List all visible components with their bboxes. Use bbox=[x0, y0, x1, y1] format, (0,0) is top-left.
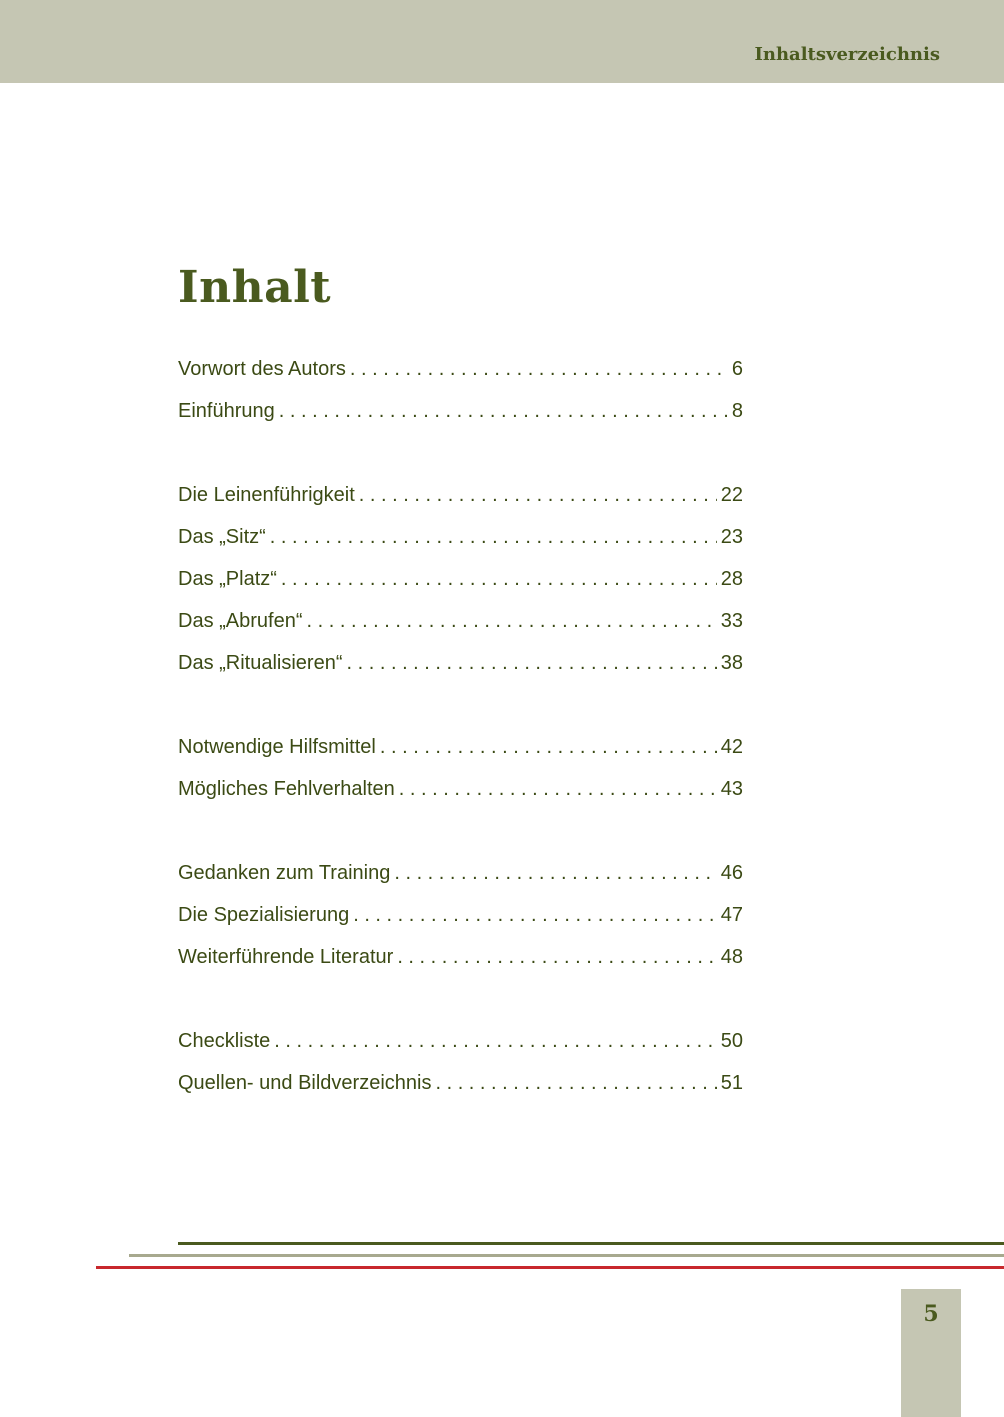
section-gap bbox=[178, 686, 743, 728]
toc-label: Mögliches Fehlverhalten bbox=[178, 778, 395, 800]
toc-label: Weiterführende Literatur bbox=[178, 946, 394, 968]
toc-entry-spezialisierung[interactable] bbox=[178, 896, 743, 938]
toc-entry-literatur[interactable] bbox=[178, 938, 743, 980]
toc-label: Die Leinenführigkeit bbox=[178, 484, 355, 506]
toc-page-number: 51 bbox=[720, 1072, 743, 1094]
page-number-tab bbox=[901, 1289, 961, 1417]
toc-entry-abrufen[interactable] bbox=[178, 602, 743, 644]
toc-page-number: 46 bbox=[720, 862, 743, 884]
toc-label: Notwendige Hilfsmittel bbox=[178, 736, 376, 758]
dot-leader bbox=[435, 1064, 716, 1102]
dot-leader bbox=[270, 518, 717, 556]
section-gap bbox=[178, 434, 743, 476]
toc-label: Das „Sitz“ bbox=[178, 526, 266, 548]
toc-label: Gedanken zum Training bbox=[178, 862, 391, 884]
toc-label: Das „Abrufen“ bbox=[178, 610, 303, 632]
toc-label: Checkliste bbox=[178, 1030, 271, 1052]
toc-entry-platz[interactable] bbox=[178, 560, 743, 602]
header-band bbox=[0, 0, 1004, 83]
toc-page-number: 42 bbox=[720, 736, 743, 758]
toc-page-number: 50 bbox=[720, 1030, 743, 1052]
toc-page-number: 8 bbox=[731, 400, 743, 422]
toc-entry-checkliste[interactable] bbox=[178, 1022, 743, 1064]
page-title: Inhalt bbox=[178, 262, 332, 313]
toc-page-number: 48 bbox=[720, 946, 743, 968]
toc-label: Quellen- und Bildverzeichnis bbox=[178, 1072, 432, 1094]
toc-entry-ritualisieren[interactable] bbox=[178, 644, 743, 686]
dot-leader bbox=[394, 854, 716, 892]
dot-leader bbox=[347, 644, 717, 682]
toc-page-number: 28 bbox=[720, 568, 743, 590]
footer-rule-red bbox=[96, 1266, 1004, 1269]
toc-page-number: 6 bbox=[731, 358, 743, 380]
toc-label: Das „Platz“ bbox=[178, 568, 277, 590]
dot-leader bbox=[359, 476, 717, 514]
table-of-contents bbox=[178, 350, 743, 1106]
toc-label: Vorwort des Autors bbox=[178, 358, 346, 380]
toc-entry-sitz[interactable] bbox=[178, 518, 743, 560]
section-gap bbox=[178, 812, 743, 854]
toc-label: Das „Ritualisieren“ bbox=[178, 652, 343, 674]
dot-leader bbox=[399, 770, 717, 808]
toc-page-number: 47 bbox=[720, 904, 743, 926]
toc-entry-quellen[interactable] bbox=[178, 1064, 743, 1106]
section-gap bbox=[178, 980, 743, 1022]
toc-page-number: 23 bbox=[720, 526, 743, 548]
dot-leader bbox=[350, 350, 728, 388]
dot-leader bbox=[397, 938, 716, 976]
toc-page-number: 33 bbox=[720, 610, 743, 632]
toc-entry-vorwort[interactable] bbox=[178, 350, 743, 392]
dot-leader bbox=[281, 560, 717, 598]
toc-entry-hilfsmittel[interactable] bbox=[178, 728, 743, 770]
footer-rule-light bbox=[129, 1254, 1004, 1257]
dot-leader bbox=[307, 602, 717, 640]
toc-page-number: 43 bbox=[720, 778, 743, 800]
page-number: 5 bbox=[923, 1301, 939, 1327]
toc-label: Die Spezialisierung bbox=[178, 904, 350, 926]
running-header: Inhaltsverzeichnis bbox=[754, 44, 940, 65]
toc-page-number: 22 bbox=[720, 484, 743, 506]
dot-leader bbox=[353, 896, 717, 934]
dot-leader bbox=[380, 728, 717, 766]
toc-entry-einfuehrung[interactable] bbox=[178, 392, 743, 434]
toc-entry-leinenfuehrigkeit[interactable] bbox=[178, 476, 743, 518]
toc-entry-training[interactable] bbox=[178, 854, 743, 896]
footer-rule-dark bbox=[178, 1242, 1004, 1245]
dot-leader bbox=[274, 1022, 716, 1060]
dot-leader bbox=[279, 392, 728, 430]
toc-page-number: 38 bbox=[720, 652, 743, 674]
toc-label: Einführung bbox=[178, 400, 275, 422]
toc-entry-fehlverhalten[interactable] bbox=[178, 770, 743, 812]
